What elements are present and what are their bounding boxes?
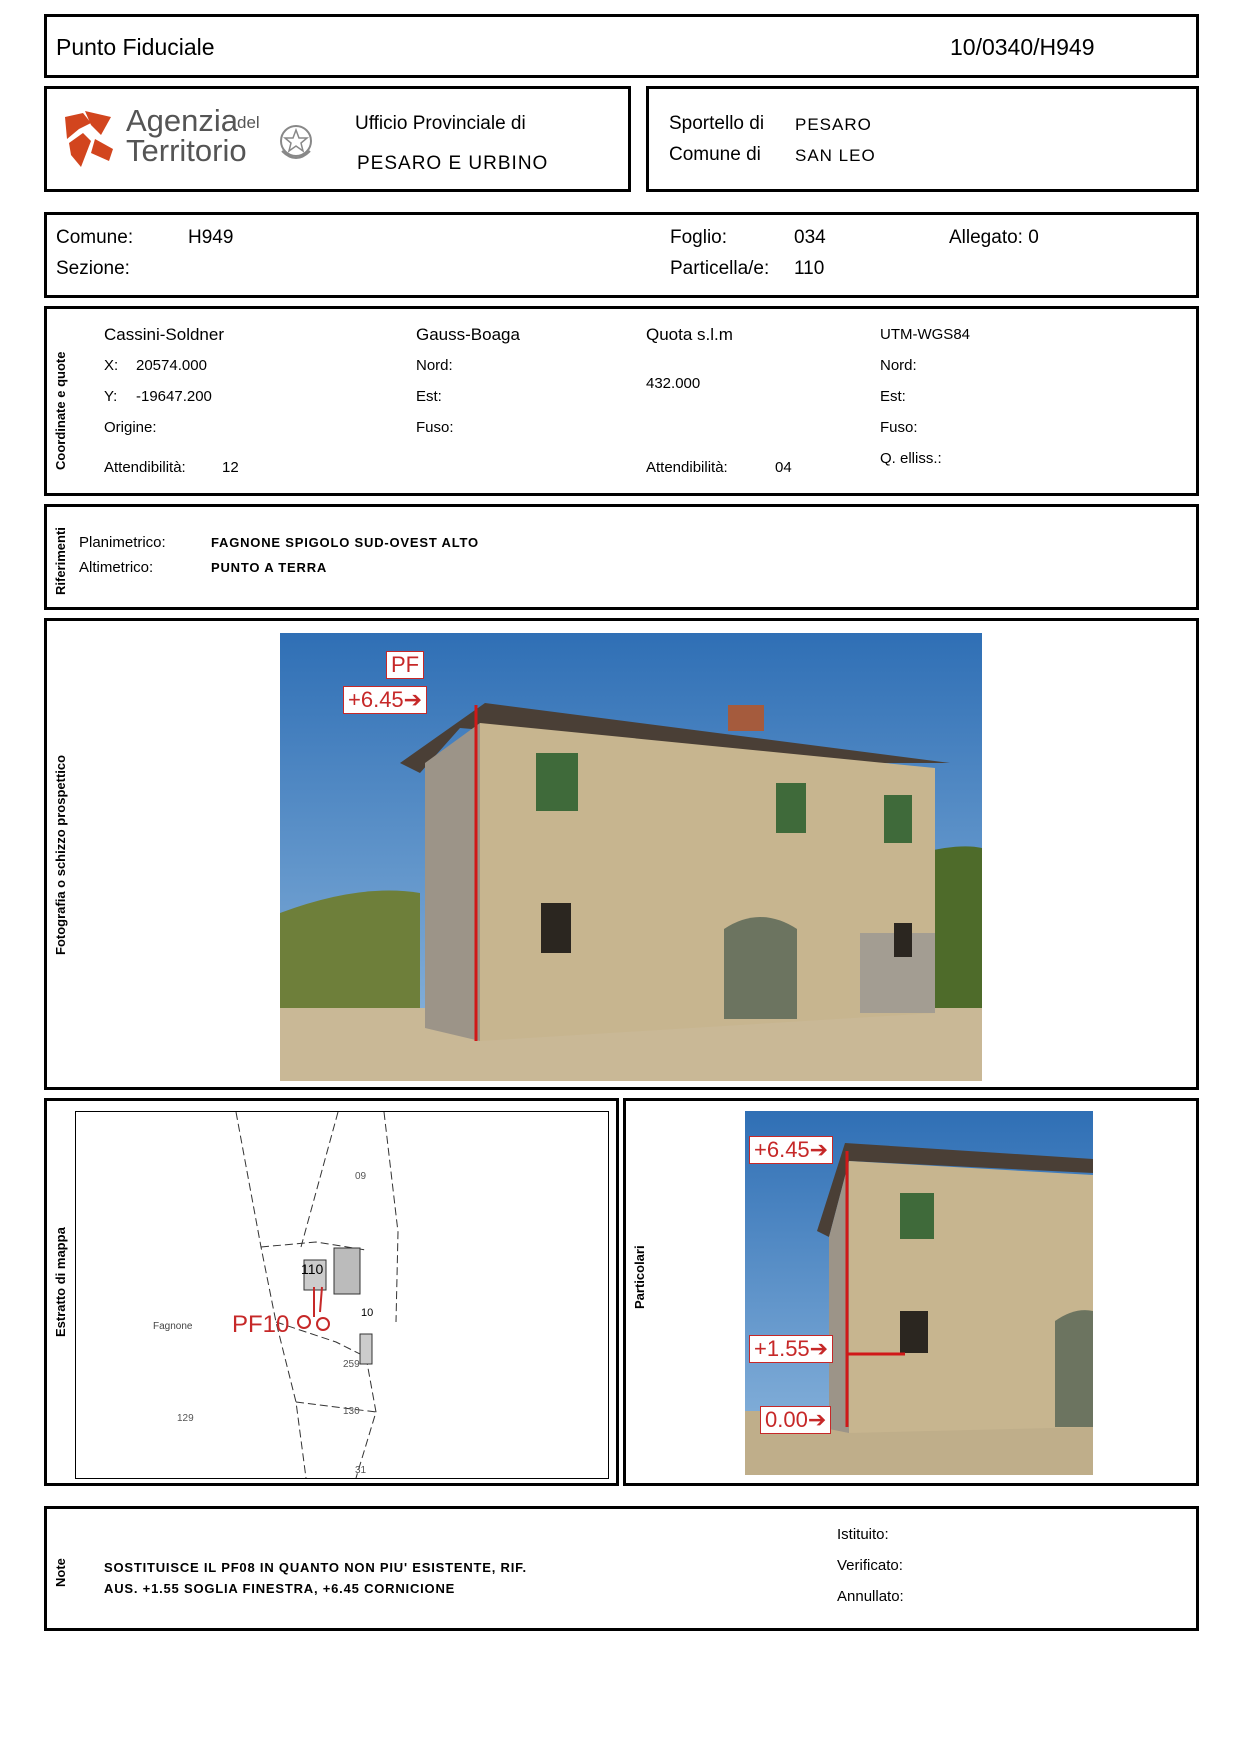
sportello-value: PESARO (795, 115, 872, 134)
cadastral-map (75, 1111, 609, 1479)
photo-height-value: +6.45 (348, 687, 404, 712)
gauss-fuso-label: Fuso: (416, 419, 454, 436)
photo-height-tag (343, 686, 427, 714)
point-code: 10/0340/H949 (950, 34, 1095, 60)
detail-top-tag (749, 1136, 833, 1164)
agenzia-logo-icon (61, 109, 117, 169)
location-box (646, 86, 1199, 192)
comune-code-label: Comune: (56, 227, 134, 248)
parcel-label-129: 129 (177, 1413, 194, 1424)
map-pf-label: PF10 (232, 1311, 290, 1338)
utm-ellis-label: Q. elliss.: (880, 450, 942, 467)
sezione-label: Sezione: (56, 258, 130, 279)
detail-mid-tag (749, 1335, 833, 1363)
foglio-label: Foglio: (670, 227, 728, 248)
office-label: Ufficio Provinciale di (355, 113, 526, 134)
sportello-label: Sportello di (669, 113, 765, 134)
cassini-attendibilita-value: 12 (222, 459, 239, 476)
detail-ground-tag (760, 1406, 831, 1434)
parcel-label-10: 10 (361, 1307, 374, 1319)
details-section-label: Particolari (632, 1245, 647, 1309)
planimetric-label: Planimetrico: (79, 534, 166, 551)
detail-ground-value: 0.00 (765, 1407, 808, 1432)
office-value: PESARO E URBINO (357, 153, 549, 174)
header-box (44, 14, 1199, 78)
quota-attendibilita-value: 04 (775, 459, 792, 476)
notes-section-label: Note (53, 1558, 68, 1587)
agency-logo-text-1: Agenzia (126, 103, 239, 138)
references-section-label: Riferimenti (53, 527, 68, 595)
map-place-label: Fagnone (153, 1321, 193, 1332)
comune-value: SAN LEO (795, 146, 876, 165)
agency-box (44, 86, 631, 192)
map-box (44, 1098, 619, 1486)
quota-title: Quota s.l.m (646, 325, 733, 344)
parcel-label-31: 31 (355, 1465, 367, 1476)
agency-logo-text-2: Territorio (126, 133, 247, 168)
particella-label: Particella/e: (670, 258, 770, 279)
details-box (623, 1098, 1199, 1486)
references-box (44, 504, 1199, 610)
istituito-label: Istituito: (837, 1526, 889, 1543)
altimetric-value: PUNTO A TERRA (211, 560, 328, 575)
parcel-label-110: 110 (301, 1261, 324, 1277)
particella-value: 110 (794, 258, 825, 279)
arrow-right-icon: ➔ (807, 1407, 827, 1432)
cassini-x-value: 20574.000 (136, 357, 207, 374)
notes-line-1: SOSTITUISCE IL PF08 IN QUANTO NON PIU' ESISTENTE, RIF. (104, 1560, 527, 1575)
cassini-y-value: -19647.200 (136, 388, 212, 405)
utm-est-label: Est: (880, 388, 906, 405)
parcel-label-130: 130 (343, 1406, 360, 1417)
cassini-origine-label: Origine: (104, 419, 157, 436)
photo-box (44, 618, 1199, 1090)
page-title: Punto Fiduciale (56, 34, 215, 60)
arrow-right-icon: ➔ (403, 687, 423, 712)
cassini-y-label: Y: (104, 388, 118, 405)
quota-value: 432.000 (646, 375, 701, 392)
arrow-right-icon: ➔ (809, 1336, 829, 1361)
detail-mid-value: +1.55 (754, 1336, 810, 1361)
cassini-x-label: X: (104, 357, 119, 374)
coordinates-section-label: Coordinate e quote (53, 351, 68, 470)
parcel-label-09: 09 (355, 1171, 367, 1182)
cassini-title: Cassini-Soldner (104, 325, 224, 344)
photo-section-label: Fotografia o schizzo prospettico (53, 754, 68, 955)
agency-logo-text-del: del (237, 113, 260, 132)
parcel-label-259: 259 (343, 1359, 360, 1370)
gauss-nord-label: Nord: (416, 357, 453, 374)
detail-top-value: +6.45 (754, 1137, 810, 1162)
utm-fuso-label: Fuso: (880, 419, 918, 436)
notes-line-2: AUS. +1.55 SOGLIA FINESTRA, +6.45 CORNICIONE (104, 1581, 456, 1596)
foglio-value: 034 (794, 227, 826, 248)
gauss-est-label: Est: (416, 388, 442, 405)
utm-nord-label: Nord: (880, 357, 917, 374)
comune-code-value: H949 (188, 227, 234, 248)
comune-label: Comune di (669, 144, 761, 165)
gauss-title: Gauss-Boaga (416, 325, 520, 344)
altimetric-label: Altimetrico: (79, 559, 154, 576)
map-section-label: Estratto di mappa (53, 1227, 68, 1337)
utm-title: UTM-WGS84 (880, 326, 970, 343)
cassini-attendibilita-label: Attendibilità: (104, 459, 186, 476)
verificato-label: Verificato: (837, 1557, 903, 1574)
notes-box (44, 1506, 1199, 1631)
republic-emblem-icon (276, 121, 316, 165)
allegato-label: Allegato: 0 (949, 227, 1039, 248)
arrow-right-icon: ➔ (809, 1137, 829, 1162)
quota-attendibilita-label: Attendibilità: (646, 459, 728, 476)
planimetric-value: FAGNONE SPIGOLO SUD-OVEST ALTO (211, 535, 479, 550)
annullato-label: Annullato: (837, 1588, 904, 1605)
cadastral-box (44, 212, 1199, 298)
coordinates-box (44, 306, 1199, 496)
photo-pf-tag: PF (386, 651, 424, 679)
